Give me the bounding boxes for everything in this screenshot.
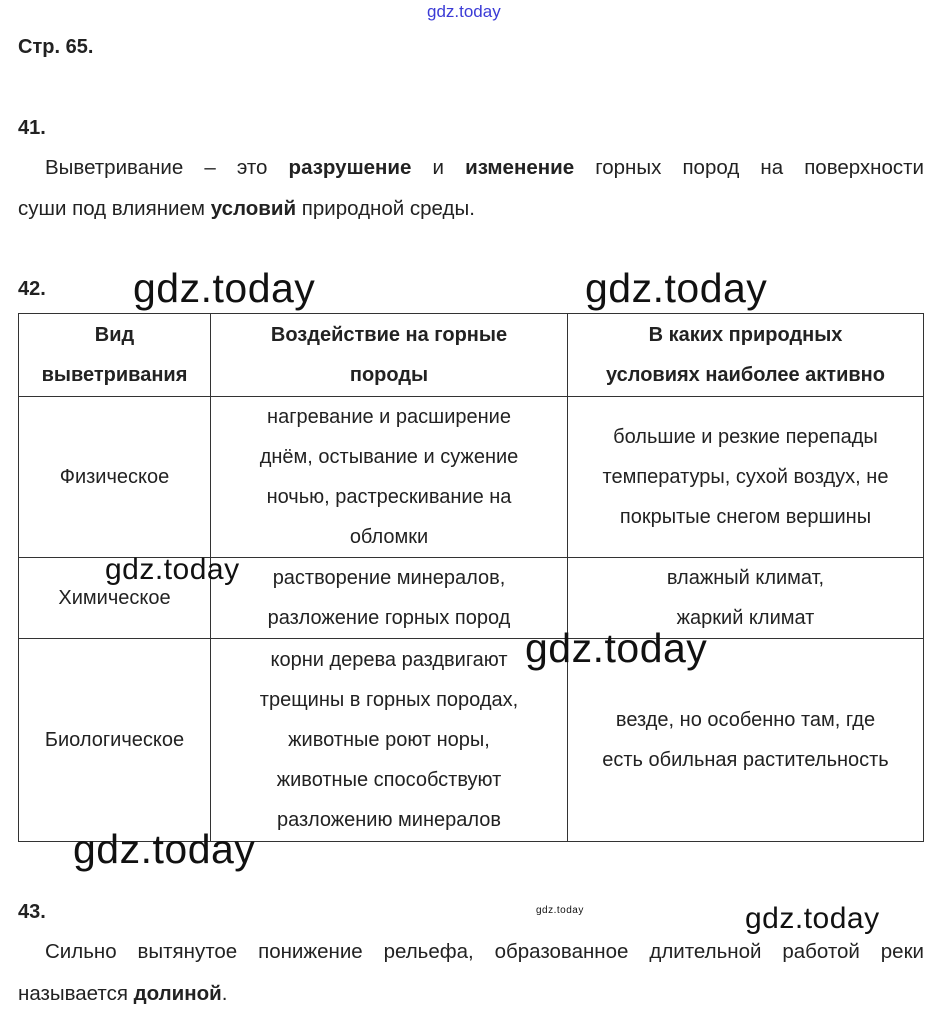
watermark: gdz.today	[585, 265, 768, 311]
watermark: gdz.today	[73, 826, 256, 872]
text: горных пород на поверхности	[574, 156, 924, 179]
bold: изменение	[465, 156, 575, 179]
bold: разрушение	[288, 156, 412, 179]
watermark: gdz.today	[105, 553, 240, 586]
watermark-top: gdz.today	[427, 2, 501, 21]
table-row	[19, 397, 924, 558]
question-43-number: 43.	[18, 901, 46, 923]
question-41-number: 41.	[18, 117, 46, 139]
text: суши под влиянием	[18, 197, 211, 220]
question-43-line2	[18, 982, 227, 1006]
watermark: gdz.today	[745, 902, 880, 935]
question-43-line1: Сильно вытянутое понижение рельефа, образованное длительной работой реки	[45, 940, 924, 963]
effect-cell: нагревание и расширение днём, остывание и сужение ночью, растрескивание на обломки	[211, 397, 568, 558]
conditions-cell: везде, но особенно там, где есть обильная растительность	[568, 639, 924, 842]
watermark: gdz.today	[525, 625, 708, 671]
conditions-cell: влажный климат, жаркий климат	[568, 558, 924, 639]
page-label: Стр. 65.	[18, 36, 94, 58]
text: Выветривание – это	[45, 156, 289, 179]
bold: условий	[210, 197, 297, 220]
watermark: gdz.today	[133, 265, 316, 311]
type-cell: Биологическое	[19, 639, 211, 842]
effect-cell: корни дерева раздвигают трещины в горных породах, животные роют норы, животные способствуют разложению минералов	[211, 639, 568, 842]
header-type: Вид выветривания	[19, 314, 211, 397]
question-42-number: 42.	[18, 278, 46, 300]
watermark: gdz.today	[536, 905, 584, 916]
question-41-line1	[45, 156, 924, 180]
table-row	[19, 639, 924, 842]
text: .	[221, 982, 228, 1005]
type-cell: Физическое	[19, 397, 211, 558]
question-41-line2	[18, 197, 475, 221]
header-effect: Воздействие на горные породы	[211, 314, 568, 397]
header-conditions: В каких природных условиях наиболее активно	[568, 314, 924, 397]
type-cell: Химическое	[19, 558, 211, 639]
text: и	[411, 156, 466, 179]
text: называется	[18, 982, 134, 1005]
effect-cell: растворение минералов, разложение горных пород	[211, 558, 568, 639]
conditions-cell: большие и резкие перепады температуры, сухой воздух, не покрытые снегом вершины	[568, 397, 924, 558]
text: природной среды.	[296, 197, 475, 220]
bold: долиной	[133, 982, 222, 1005]
